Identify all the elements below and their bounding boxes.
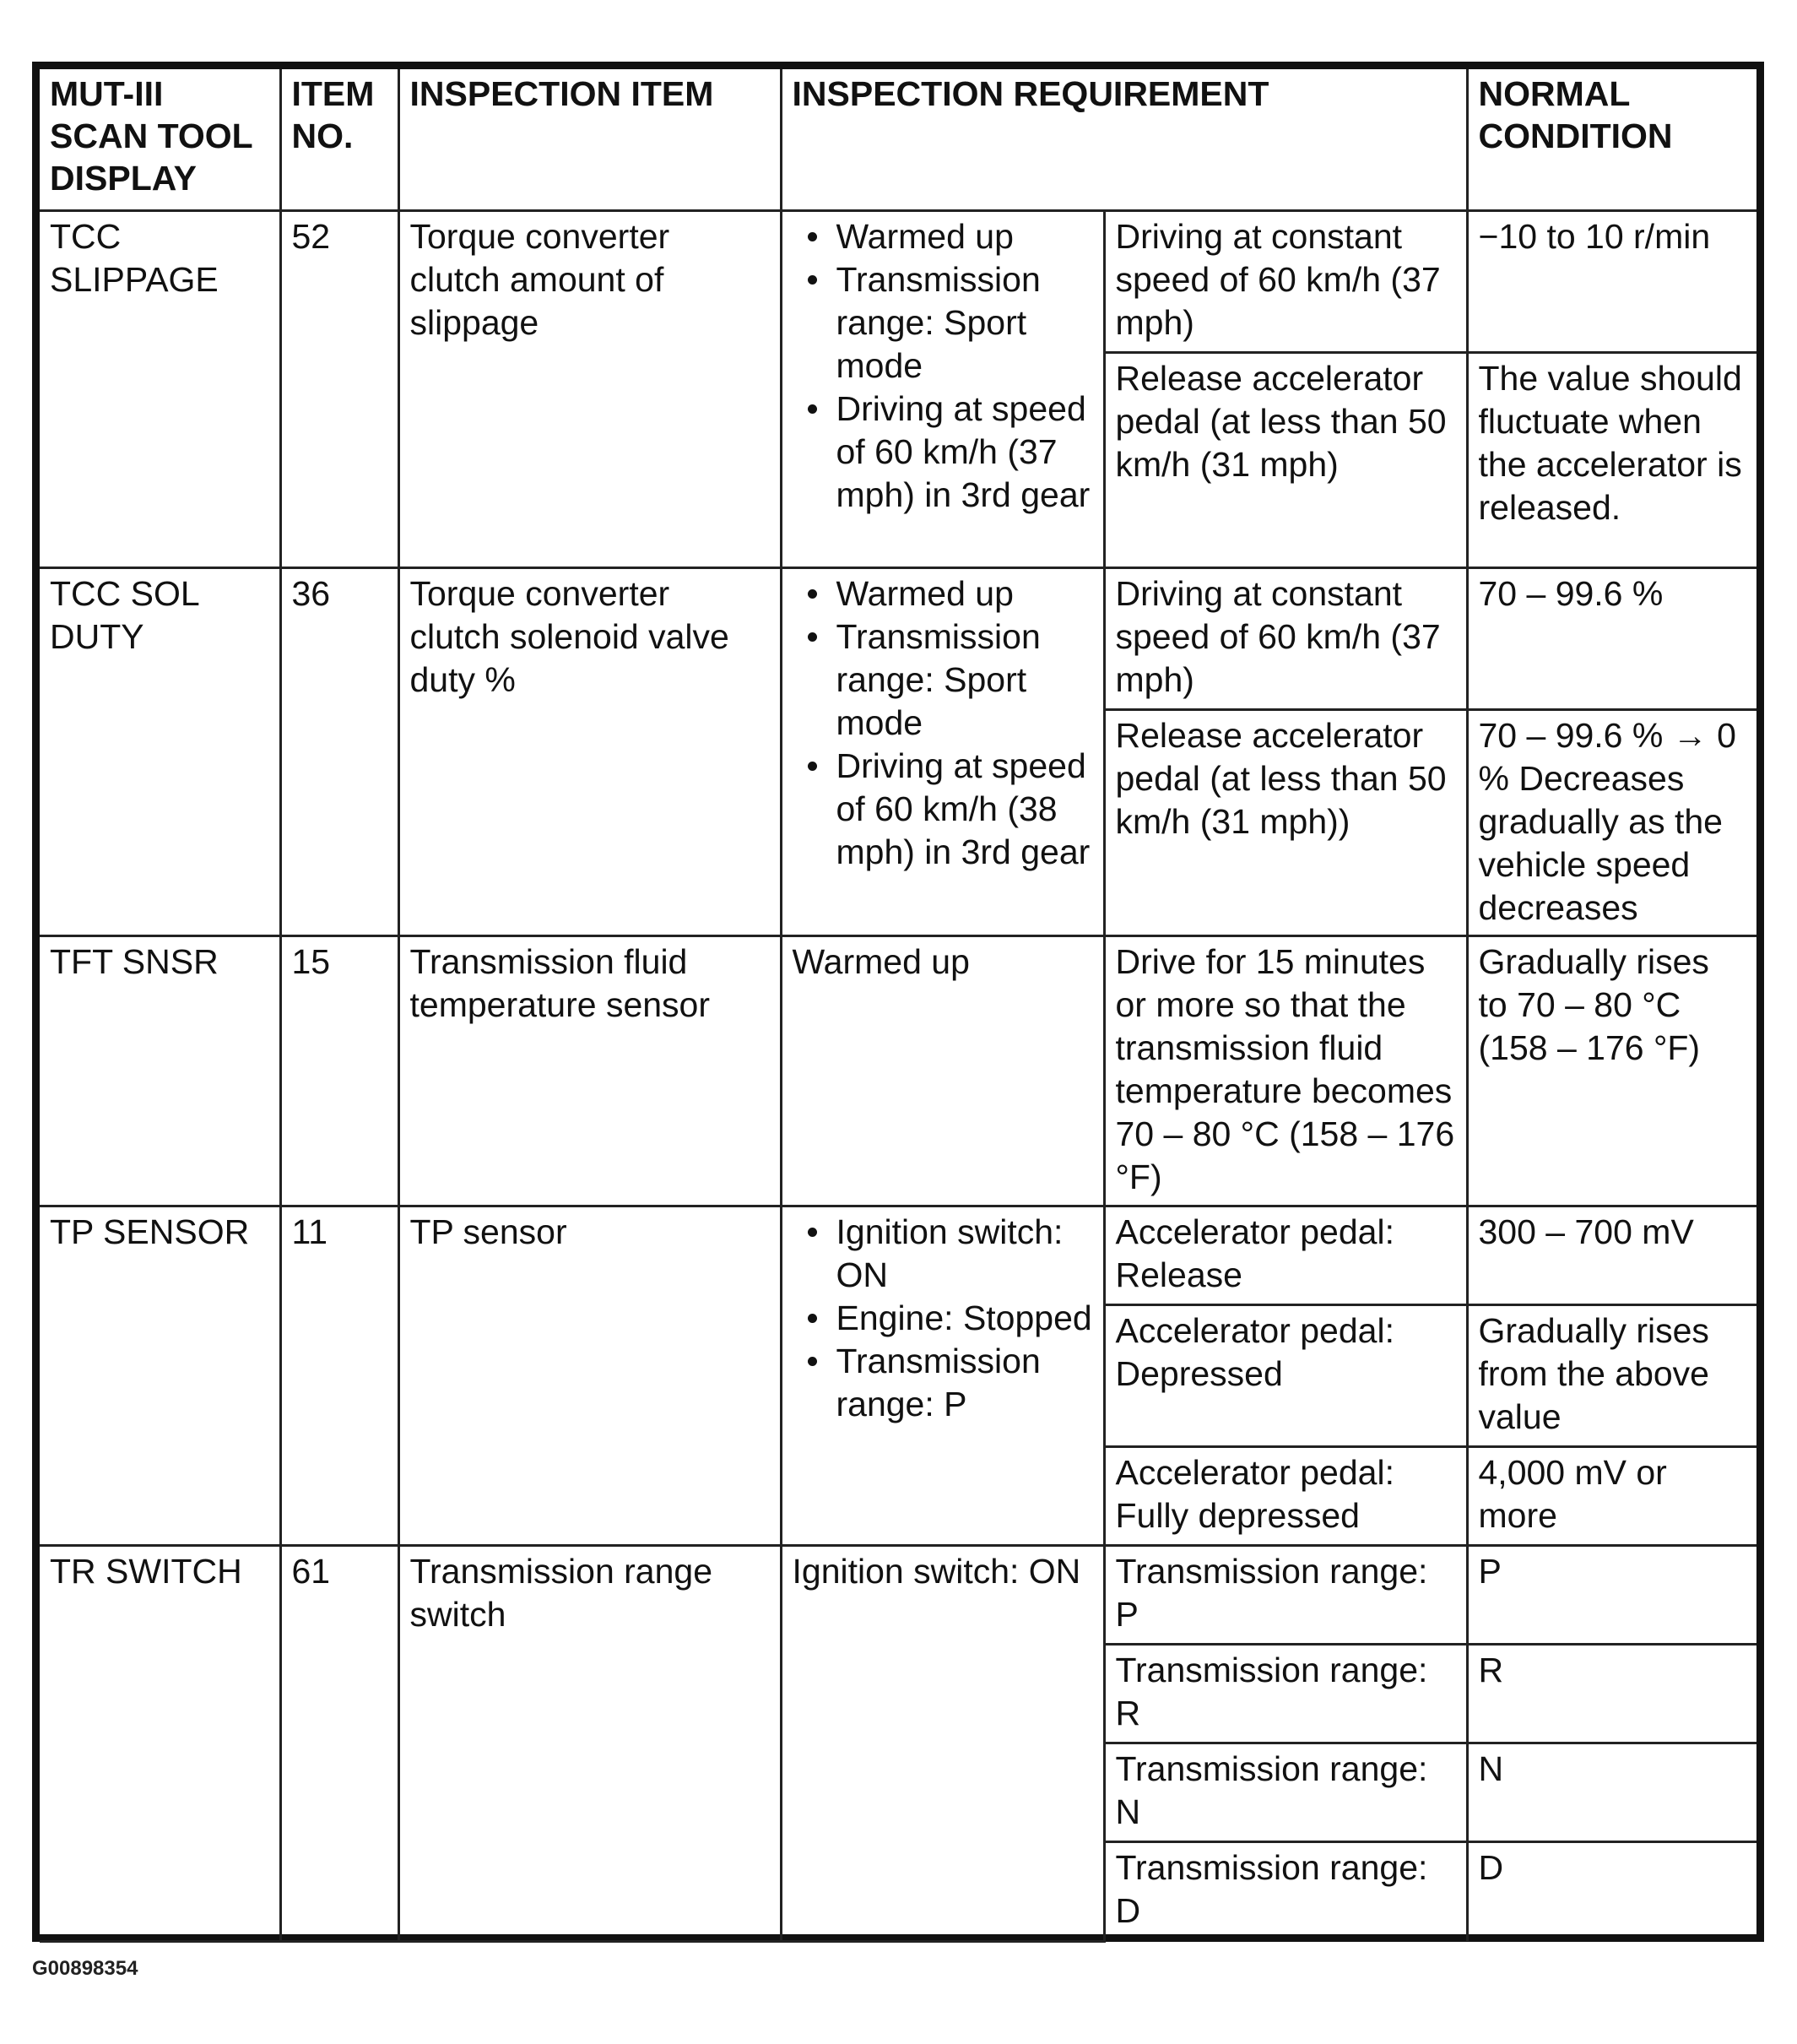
cell-condition: Accelerator pedal: Fully depressed <box>1104 1446 1467 1545</box>
requirement-list <box>793 215 1093 517</box>
cell-condition: Driving at constant speed of 60 km/h (37 mph) <box>1104 210 1467 352</box>
cell-item-no: 15 <box>280 935 398 1206</box>
cell-requirement: Warmed up <box>781 935 1104 1206</box>
header-item-no: ITEM NO. <box>280 69 398 210</box>
cell-requirement <box>781 567 1104 935</box>
requirement-list <box>793 1211 1093 1426</box>
cell-condition: Transmission range: D <box>1104 1841 1467 1941</box>
cell-normal: 70 – 99.6 % <box>1467 567 1756 709</box>
cell-normal: Gradually rises to 70 – 80 °C (158 – 176 °F) <box>1467 935 1756 1206</box>
cell-normal: 4,000 mV or more <box>1467 1446 1756 1545</box>
table-row <box>40 1545 1756 1644</box>
cell-condition: Transmission range: N <box>1104 1743 1467 1841</box>
list-item: Transmission range: P <box>836 1340 1093 1426</box>
list-item: Warmed up <box>836 572 1093 615</box>
list-item: Driving at speed of 60 km/h (38 mph) in 3rd gear <box>836 745 1093 874</box>
figure-id: G00898354 <box>32 1957 138 1980</box>
cell-normal: P <box>1467 1545 1756 1644</box>
table-row <box>40 210 1756 352</box>
inspection-table <box>40 69 1756 1943</box>
list-item: Driving at speed of 60 km/h (37 mph) in 3rd gear <box>836 388 1093 517</box>
cell-display: TCC SOL DUTY <box>40 567 280 935</box>
cell-display: TCC SLIPPAGE <box>40 210 280 567</box>
cell-item-no: 36 <box>280 567 398 935</box>
cell-display: TFT SNSR <box>40 935 280 1206</box>
cell-normal: 300 – 700 mV <box>1467 1206 1756 1304</box>
cell-normal: Gradually rises from the above value <box>1467 1304 1756 1446</box>
header-row <box>40 69 1756 210</box>
cell-requirement <box>781 1206 1104 1545</box>
cell-normal: R <box>1467 1644 1756 1743</box>
header-display: MUT-III SCAN TOOL DISPLAY <box>40 69 280 210</box>
cell-normal: D <box>1467 1841 1756 1941</box>
inspection-table-frame <box>32 62 1764 1942</box>
header-inspection-item: INSPECTION ITEM <box>398 69 781 210</box>
cell-inspection-item: Transmission range switch <box>398 1545 781 1941</box>
cell-condition: Release accelerator pedal (at less than 50 km/h (31 mph) <box>1104 352 1467 567</box>
list-item: Warmed up <box>836 215 1093 258</box>
table-row <box>40 1206 1756 1304</box>
cell-normal: The value should fluctuate when the accelerator is released. <box>1467 352 1756 567</box>
table-row <box>40 935 1756 1206</box>
cell-condition: Driving at constant speed of 60 km/h (37 mph) <box>1104 567 1467 709</box>
cell-inspection-item: TP sensor <box>398 1206 781 1545</box>
cell-inspection-item: Torque converter clutch amount of slippage <box>398 210 781 567</box>
cell-requirement <box>781 210 1104 567</box>
cell-condition: Drive for 15 minutes or more so that the transmission fluid temperature becomes 70 – 80 °C (158 – 176 °F) <box>1104 935 1467 1206</box>
cell-display: TR SWITCH <box>40 1545 280 1941</box>
header-normal-condition: NORMAL CONDITION <box>1467 69 1756 210</box>
table-row <box>40 567 1756 709</box>
list-item: Transmission range: Sport mode <box>836 258 1093 388</box>
list-item: Engine: Stopped <box>836 1297 1093 1340</box>
requirement-list <box>793 572 1093 874</box>
header-inspection-requirement: INSPECTION REQUIREMENT <box>781 69 1467 210</box>
cell-display: TP SENSOR <box>40 1206 280 1545</box>
cell-item-no: 61 <box>280 1545 398 1941</box>
cell-condition: Transmission range: R <box>1104 1644 1467 1743</box>
cell-inspection-item: Torque converter clutch solenoid valve duty % <box>398 567 781 935</box>
cell-condition: Release accelerator pedal (at less than 50 km/h (31 mph)) <box>1104 709 1467 935</box>
cell-inspection-item: Transmission fluid temperature sensor <box>398 935 781 1206</box>
list-item: Transmission range: Sport mode <box>836 615 1093 745</box>
cell-item-no: 52 <box>280 210 398 567</box>
cell-normal: 70 – 99.6 % → 0 % Decreases gradually as the vehicle speed decreases <box>1467 709 1756 935</box>
cell-item-no: 11 <box>280 1206 398 1545</box>
cell-normal: N <box>1467 1743 1756 1841</box>
cell-condition: Accelerator pedal: Release <box>1104 1206 1467 1304</box>
cell-condition: Accelerator pedal: Depressed <box>1104 1304 1467 1446</box>
cell-normal: −10 to 10 r/min <box>1467 210 1756 352</box>
cell-requirement: Ignition switch: ON <box>781 1545 1104 1941</box>
list-item: Ignition switch: ON <box>836 1211 1093 1297</box>
cell-condition: Transmission range: P <box>1104 1545 1467 1644</box>
